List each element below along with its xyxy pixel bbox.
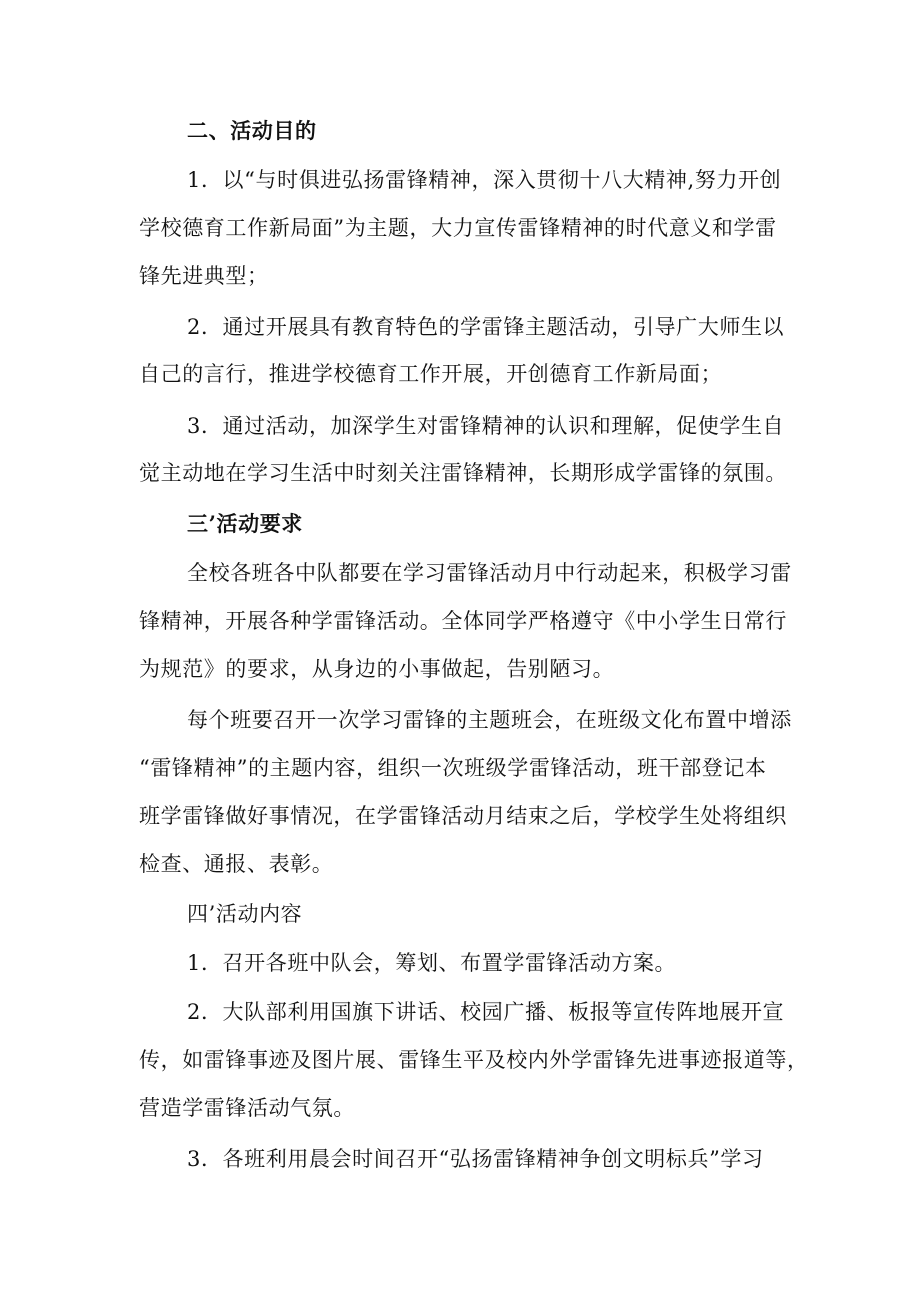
paragraph-line: 检查、通报、表彰。 (139, 852, 334, 876)
paragraph-line: 锋精神，开展各种学雷锋活动。全体同学严格遵守《中小学生日常行 (139, 609, 787, 633)
paragraph-line: 传，如雷锋事迹及图片展、雷锋生平及校内外学雷锋先进事迹报道等， (139, 1048, 809, 1072)
paragraph-line: 全校各班各中队都要在学习雷锋活动月中行动起来，积极学习雷 (187, 561, 792, 585)
paragraph-line: 3．通过活动，加深学生对雷锋精神的认识和理解，促使学生自 (187, 414, 785, 438)
paragraph-line: 为规范》的要求，从身边的小事做起，告别陋习。 (139, 657, 615, 681)
paragraph-line: 觉主动地在学习生活中时刻关注雷锋精神，长期形成学雷锋的氛围。 (139, 461, 787, 485)
paragraph-line: 每个班要召开一次学习雷锋的主题班会，在班级文化布置中增添 (187, 708, 792, 732)
paragraph-line: 1．召开各班中队会，筹划、布置学雷锋活动方案。 (187, 951, 677, 975)
paragraph-line: 班学雷锋做好事情况，在学雷锋活动月结束之后，学校学生处将组织 (139, 804, 787, 828)
paragraph-line: 营造学雷锋活动气氛。 (139, 1096, 355, 1120)
paragraph-line: 2．大队部利用国旗下讲话、校园广播、板报等宣传阵地展开宣 (187, 1000, 785, 1024)
paragraph-line: 2．通过开展具有教育特色的学雷锋主题活动，引导广大师生以 (187, 315, 785, 339)
paragraph-line: “雷锋精神”的主题内容，组织一次班级学雷锋活动，班干部登记本 (139, 756, 767, 780)
section-heading-content: 四’活动内容 (187, 902, 303, 926)
section-heading-requirements: 三’活动要求 (187, 511, 303, 536)
paragraph-line: 3．各班利用晨会时间召开“弘扬雷锋精神争创文明标兵”学习 (187, 1147, 764, 1171)
paragraph-line: 1．以“与时俱进弘扬雷锋精神，深入贯彻十八大精神,努力开创 (187, 168, 782, 192)
paragraph-line: 自己的言行，推进学校德育工作开展，开创德育工作新局面； (139, 362, 723, 386)
paragraph-line: 锋先进典型； (139, 264, 269, 288)
section-heading-purpose: 二、活动目的 (187, 118, 317, 143)
paragraph-line: 学校德育工作新局面”为主题，大力宣传雷锋精神的时代意义和学雷 (139, 216, 777, 240)
